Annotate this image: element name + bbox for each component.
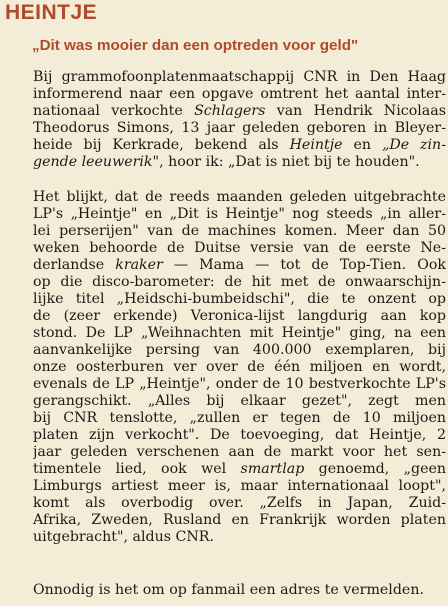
italic-text: „De zin- — [381, 137, 446, 153]
text-run: van Hendrik Nicolaas — [265, 103, 446, 119]
text-run: gerangschikt. „Alles bij elkaar gezet", zegt men — [33, 393, 446, 409]
text-line — [33, 240, 446, 257]
text-run: Limburgs artiest meer is, maar internationaal loopt", — [33, 478, 446, 494]
text-line — [33, 274, 446, 291]
text-run: lei perserijen" van de machines komen. Meer dan 50 — [33, 223, 446, 239]
text-line — [33, 410, 446, 427]
text-line — [33, 444, 446, 461]
text-line — [33, 478, 446, 495]
text-run: Het blijkt, dat de reeds maanden geleden uitgebrachte — [33, 189, 446, 205]
text-line — [33, 257, 446, 274]
text-line — [33, 342, 446, 359]
text-line — [33, 189, 446, 206]
text-line — [33, 223, 446, 240]
text-run: lijke titel „Heidschi-bumbeidschi", die te onzent op — [33, 291, 446, 307]
text-run: informerend naar een opgave omtrent het aantal inter- — [33, 86, 446, 102]
text-run: bij CNR tenslotte, „zullen er tegen de 10 miljoen — [33, 410, 446, 426]
text-run: heide bij Kerkrade, bekend als — [33, 137, 290, 153]
text-line — [33, 512, 446, 529]
text-line — [33, 359, 446, 376]
text-line — [33, 529, 446, 546]
text-line — [33, 86, 446, 103]
text-run: aanvankelijke persing van 400.000 exemplaren, bij — [33, 342, 446, 358]
text-run: Theodorus Simons, 13 jaar geleden geboren in Bleyer- — [33, 120, 446, 136]
text-run: uitgebracht", aldus CNR. — [33, 529, 214, 545]
text-run: stond. De LP „Weihnachten mit Heintje" ging, na een — [33, 325, 446, 341]
text-line — [33, 461, 446, 478]
article-subtitle: „Dit was mooier dan een optreden voor geld" — [32, 37, 359, 54]
text-run: en — [342, 137, 382, 153]
text-line — [33, 325, 446, 342]
text-line — [33, 120, 446, 137]
text-run: komt als overbodig over. „Zelfs in Japan, Zuid- — [33, 495, 446, 511]
text-run: Onnodig is het om op fanmail een adres te vermelden. — [33, 582, 424, 598]
text-run: , hoor ik: „Dat is niet bij te houden". — [159, 154, 420, 170]
italic-text: smartlap — [240, 461, 305, 477]
text-run: — Mama — tot de Top-Tien. Ook — [162, 257, 446, 273]
text-line — [33, 376, 446, 393]
italic-text: kraker — [115, 257, 163, 273]
text-run: jaar geleden verschenen aan de markt voor het sen- — [33, 444, 446, 460]
text-run: derlandse — [33, 257, 116, 273]
text-line — [33, 393, 446, 410]
text-line — [33, 582, 446, 599]
text-run: platen zijn verkocht". De toevoeging, dat Heintje, 2 — [33, 427, 446, 443]
text-run: timentele lied, ook wel — [33, 461, 241, 477]
text-line — [33, 103, 446, 120]
text-run: genoemd, „geen — [304, 461, 446, 477]
text-line — [33, 427, 446, 444]
italic-text: Schlagers — [194, 103, 266, 119]
text-run: nationaal verkochte — [33, 103, 195, 119]
text-run: onze oosterburen ver over de één miljoen en wordt, — [33, 359, 446, 375]
text-line — [33, 308, 446, 325]
text-run: LP's „Heintje" en „Dit is Heintje" nog steeds „in aller- — [33, 206, 446, 222]
text-line — [33, 137, 446, 154]
text-line — [33, 206, 446, 223]
text-run: evenals de LP „Heintje", onder de 10 bestverkochte LP's — [33, 376, 446, 392]
text-line — [33, 291, 446, 308]
text-run: de (zeer erkende) Veronica-lijst langdurig aan kop — [33, 308, 446, 324]
article-title: HEINTJE — [5, 1, 98, 24]
italic-text: Heintje — [289, 137, 343, 153]
text-line — [33, 69, 446, 86]
text-run: Bij grammofoonplatenmaatschappij CNR in Den Haag — [33, 69, 446, 85]
text-line — [33, 154, 446, 171]
text-run: Afrika, Zweden, Rusland en Frankrijk worden platen — [33, 512, 446, 528]
text-run: weken behoorde de Duitse versie van de eerste Ne- — [33, 240, 446, 256]
text-run: op die disco-barometer: de hit met de onwaarschijn- — [33, 274, 446, 290]
italic-text: gende leeuwerik" — [33, 154, 160, 170]
text-line — [33, 495, 446, 512]
